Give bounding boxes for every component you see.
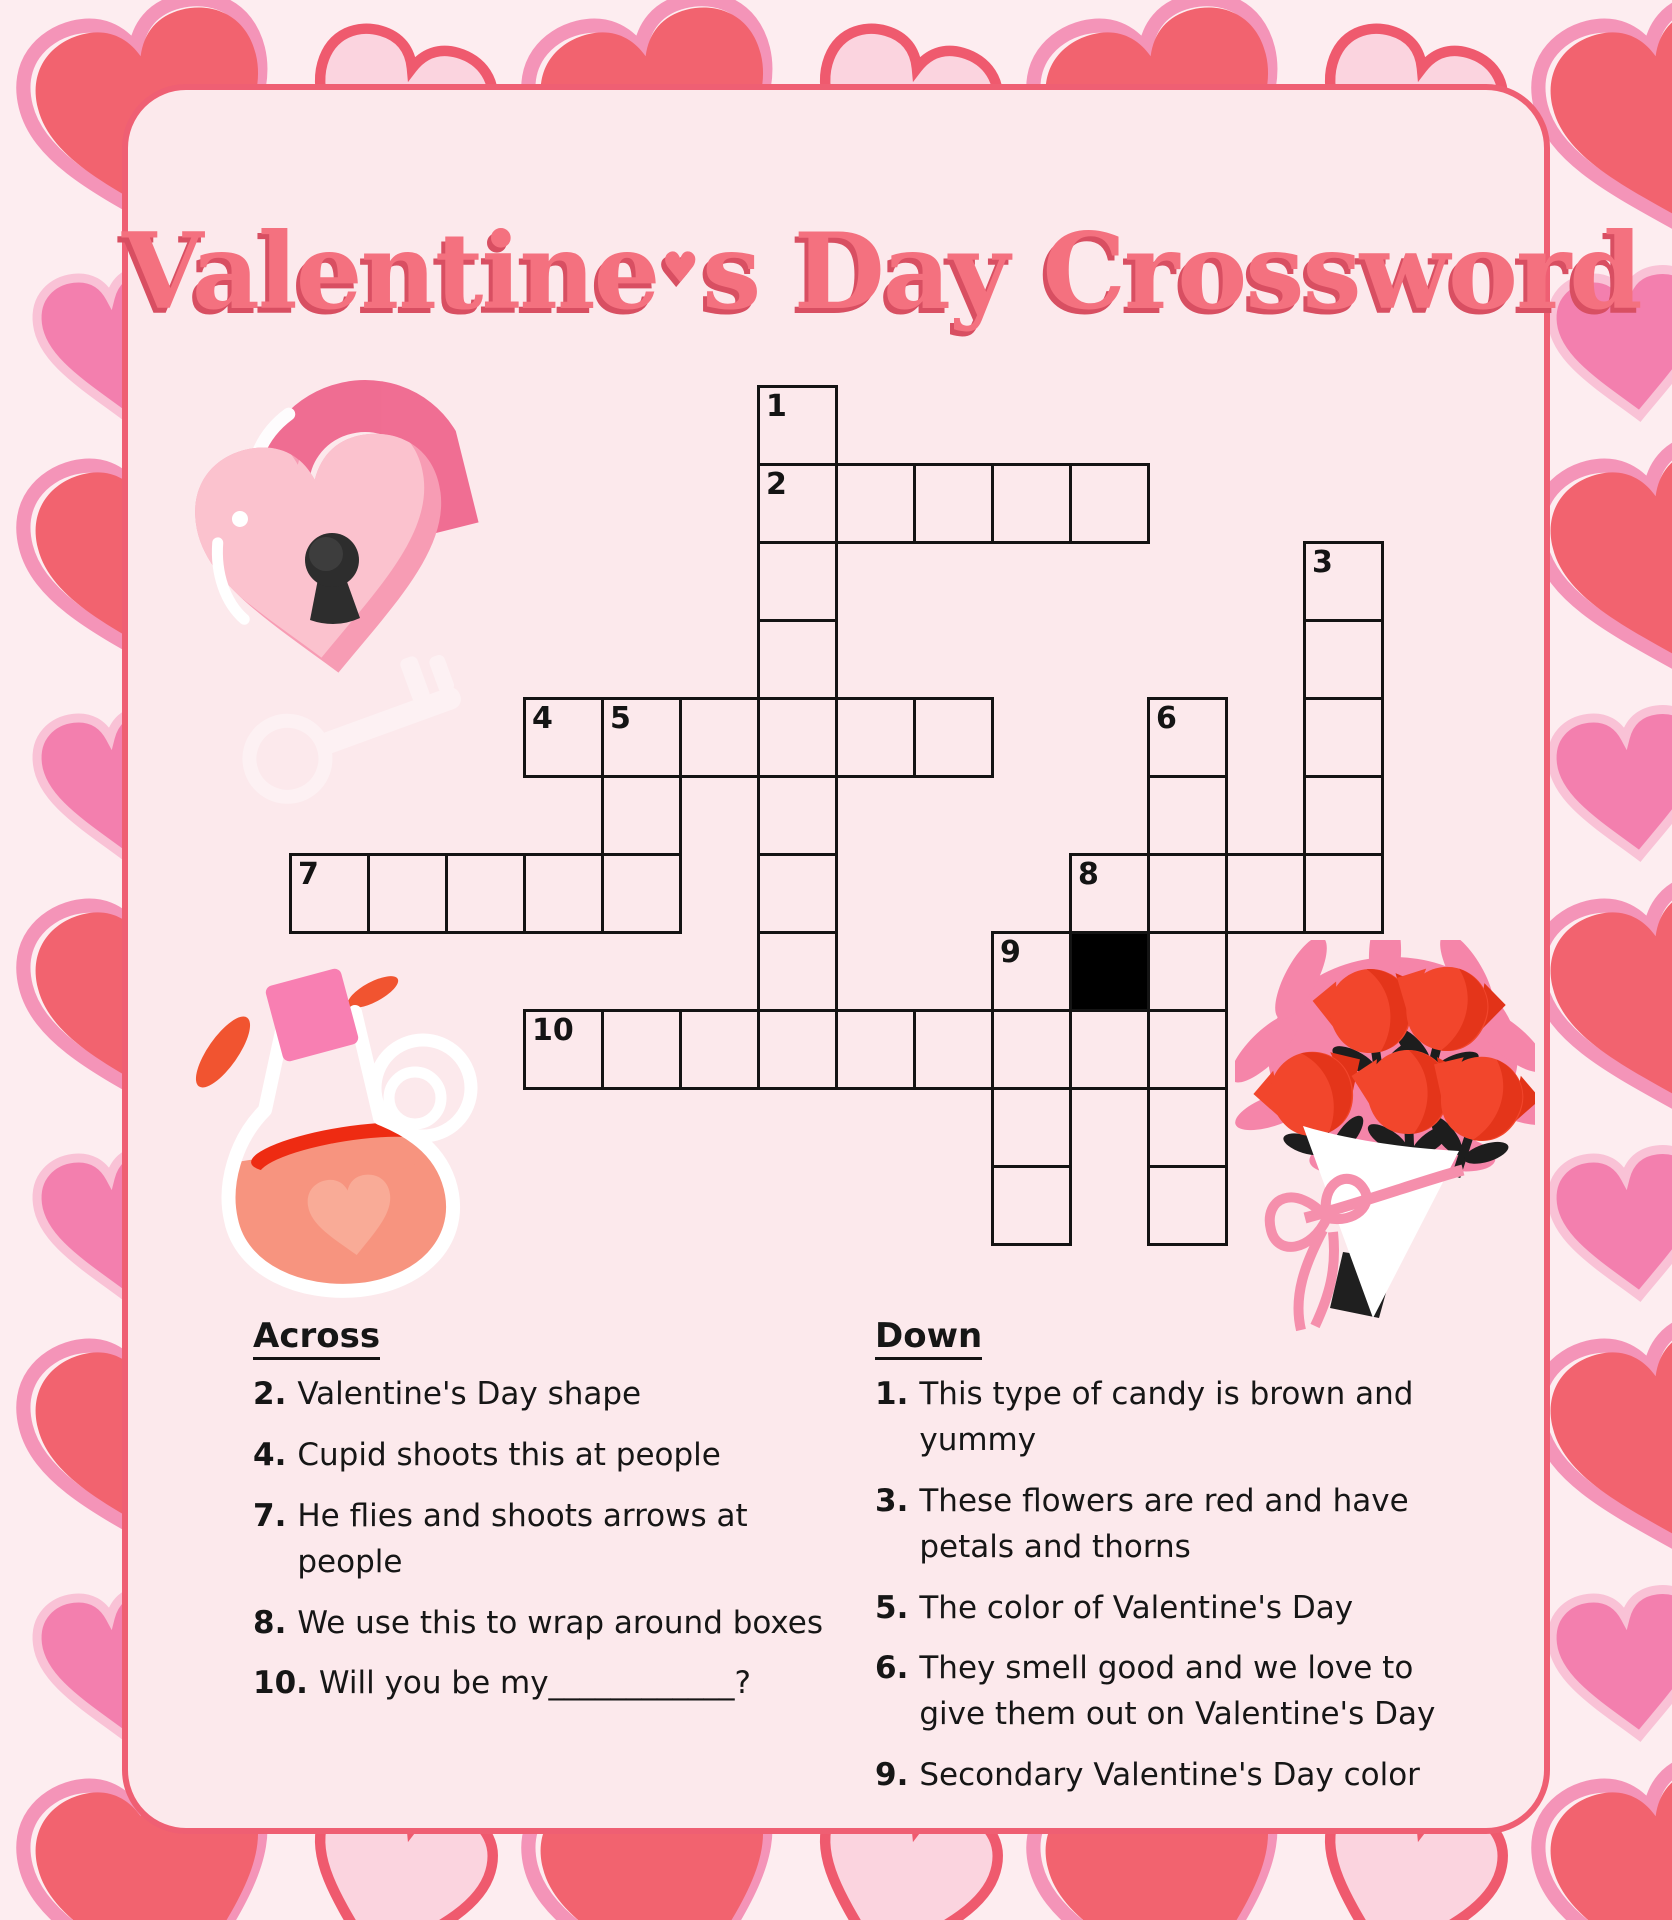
grid-cell[interactable]	[523, 853, 604, 934]
grid-cell[interactable]	[835, 1009, 916, 1090]
page-title: Valentine♥s Day Crossword	[122, 209, 1641, 334]
grid-cell[interactable]	[991, 1009, 1072, 1090]
clue-text: Secondary Valentine's Day color	[919, 1757, 1420, 1794]
grid-cell[interactable]	[1147, 697, 1228, 778]
clue-item	[253, 1661, 858, 1707]
black-cell	[1069, 931, 1150, 1012]
clue-item	[253, 1433, 858, 1479]
grid-cell[interactable]	[913, 463, 994, 544]
clue-number: 5.	[875, 1589, 909, 1626]
grid-cell[interactable]	[835, 697, 916, 778]
grid-cell[interactable]	[289, 853, 370, 934]
clue-number: 3.	[875, 1482, 909, 1519]
grid-cell[interactable]	[991, 931, 1072, 1012]
grid-cell[interactable]	[757, 385, 838, 466]
grid-cell[interactable]	[913, 1009, 994, 1090]
clue-number: 4.	[253, 1436, 287, 1473]
clue-number: 7.	[253, 1497, 287, 1534]
clue-text: Cupid shoots this at people	[297, 1436, 721, 1473]
grid-cell[interactable]	[1069, 463, 1150, 544]
grid-cell[interactable]	[679, 1009, 760, 1090]
grid-cell[interactable]	[1147, 1087, 1228, 1168]
grid-cell[interactable]	[1147, 1165, 1228, 1246]
cell-number: 4	[532, 701, 553, 736]
down-heading: Down	[875, 1316, 982, 1360]
grid-cell[interactable]	[757, 463, 838, 544]
clue-number: 1.	[875, 1376, 909, 1412]
grid-cell[interactable]	[523, 1009, 604, 1090]
across-list	[253, 1372, 858, 1707]
clue-text: They smell good and we love to give them out on Valentine's Day	[919, 1650, 1436, 1733]
grid-cell[interactable]	[757, 931, 838, 1012]
grid-cell[interactable]	[757, 853, 838, 934]
clue-number: 9.	[875, 1757, 909, 1794]
down-list	[875, 1372, 1475, 1799]
cell-number: 3	[1312, 545, 1333, 580]
across-clues	[253, 1316, 858, 1722]
down-clues	[875, 1316, 1475, 1814]
grid-cell[interactable]	[1225, 853, 1306, 934]
cell-number: 2	[766, 467, 787, 502]
clue-item	[875, 1586, 1475, 1632]
grid-cell[interactable]	[1069, 853, 1150, 934]
grid-cell[interactable]	[991, 463, 1072, 544]
grid-cell[interactable]	[835, 463, 916, 544]
clue-text: Will you be my____________?	[318, 1665, 751, 1702]
grid-cell[interactable]	[1147, 775, 1228, 856]
clue-text: We use this to wrap around boxes	[297, 1604, 824, 1641]
grid-cell[interactable]	[1303, 775, 1384, 856]
grid-cell[interactable]	[757, 697, 838, 778]
grid-cell[interactable]	[1147, 853, 1228, 934]
grid-cell[interactable]	[601, 1009, 682, 1090]
cell-number: 6	[1156, 701, 1177, 736]
grid-cell[interactable]	[757, 619, 838, 700]
clue-number: 10.	[253, 1665, 308, 1702]
clue-item	[875, 1372, 1475, 1464]
grid-cell[interactable]	[757, 775, 838, 856]
clue-item	[253, 1494, 858, 1586]
grid-cell[interactable]	[523, 697, 604, 778]
grid-cell[interactable]	[1303, 619, 1384, 700]
grid-cell[interactable]	[991, 1087, 1072, 1168]
grid-cell[interactable]	[757, 1009, 838, 1090]
clue-item	[875, 1479, 1475, 1571]
grid-cell[interactable]	[601, 775, 682, 856]
clue-item	[253, 1372, 858, 1418]
clue-number: 6.	[875, 1650, 909, 1687]
grid-cell[interactable]	[1069, 1009, 1150, 1090]
grid-cell[interactable]	[1147, 931, 1228, 1012]
cell-number: 9	[1000, 935, 1021, 970]
grid-cell[interactable]	[679, 697, 760, 778]
heart-apostrophe-icon: ♥	[661, 243, 700, 293]
clue-text: Valentine's Day shape	[297, 1376, 642, 1412]
clue-item	[875, 1753, 1475, 1799]
across-heading: Across	[253, 1316, 380, 1360]
cell-number: 8	[1078, 857, 1099, 892]
clue-text: This type of candy is brown and yummy	[919, 1376, 1414, 1458]
cell-number: 5	[610, 701, 631, 736]
grid-cell[interactable]	[1303, 697, 1384, 778]
grid-cell[interactable]	[1303, 541, 1384, 622]
grid-cell[interactable]	[1147, 1009, 1228, 1090]
clue-text: The color of Valentine's Day	[919, 1589, 1354, 1626]
clue-number: 8.	[253, 1604, 287, 1641]
clue-number: 2.	[253, 1376, 287, 1412]
grid-cell[interactable]	[913, 697, 994, 778]
grid-cell[interactable]	[601, 853, 682, 934]
grid-cell[interactable]	[445, 853, 526, 934]
crossword-grid	[289, 385, 1384, 1246]
clue-text: These flowers are red and have petals and thorns	[919, 1482, 1409, 1565]
grid-cell[interactable]	[991, 1165, 1072, 1246]
grid-cell[interactable]	[601, 697, 682, 778]
clue-item	[253, 1601, 858, 1647]
cell-number: 1	[766, 389, 787, 424]
grid-cell[interactable]	[757, 541, 838, 622]
clue-item	[875, 1646, 1475, 1738]
cell-number: 7	[298, 857, 319, 892]
grid-cell[interactable]	[367, 853, 448, 934]
grid-cell[interactable]	[1303, 853, 1384, 934]
cell-number: 10	[532, 1013, 574, 1048]
clue-text: He flies and shoots arrows at people	[297, 1497, 748, 1580]
